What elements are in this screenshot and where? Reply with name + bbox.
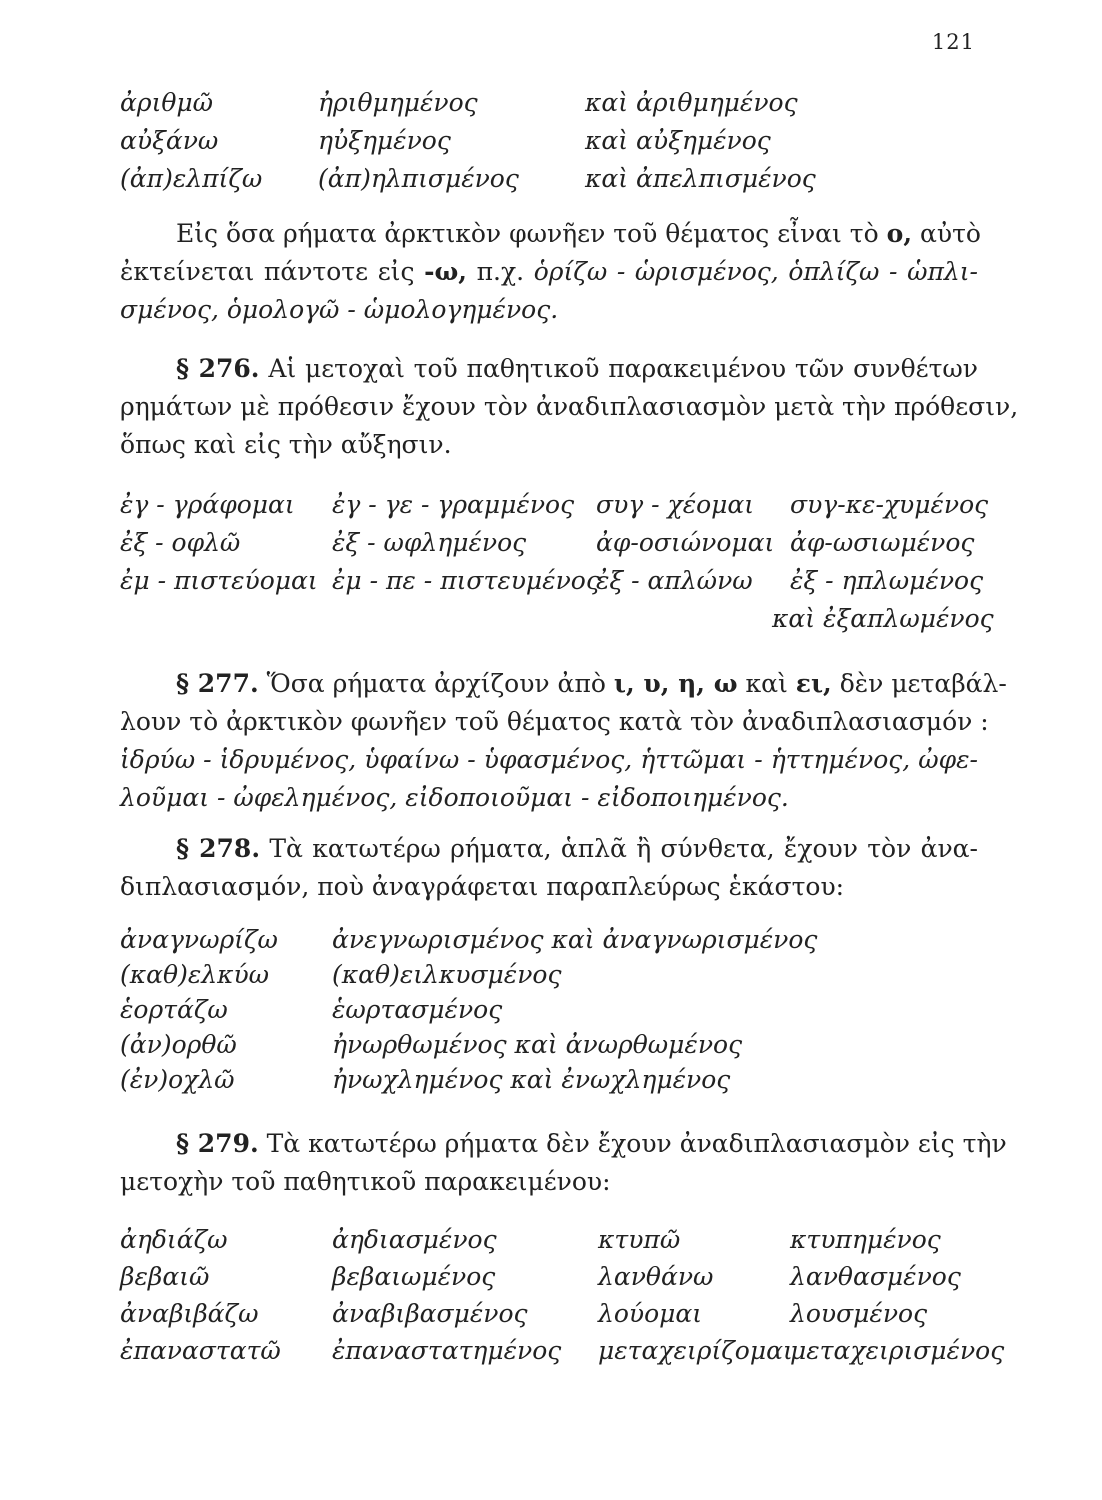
- section-276: [120, 350, 1019, 464]
- text-line: § 276. Αἱ μετοχαὶ τοῦ παθητικοῦ παρακειμένου τῶν συνθέτων: [176, 354, 978, 383]
- participle-alt: καὶ ἀπελπισμένος: [585, 164, 816, 193]
- verb: ἑορτάζω: [120, 995, 228, 1024]
- section-number: § 278.: [176, 834, 261, 863]
- table-row: [0, 88, 1102, 122]
- table-row: [0, 1065, 1102, 1099]
- text-line: ἱδρύω - ἱδρυμένος, ὑφαίνω - ὑφασμένος, ἡττῶμαι - ἡττημένος, ὠφε-: [120, 745, 978, 774]
- participle: ἠριθμημένος: [318, 88, 478, 117]
- verb: ἀηδιάζω: [120, 1225, 228, 1254]
- text-line: § 279. Τὰ κατωτέρω ρήματα δὲν ἔχουν ἀναδιπλασιασμὸν εἰς τὴν: [176, 1129, 1007, 1158]
- text-line: Εἰς ὅσα ρήματα ἀρκτικὸν φωνῆεν τοῦ θέματος εἶναι τὸ ο, αὐτὸ: [176, 219, 981, 248]
- participle: μεταχειρισμένος: [790, 1336, 1005, 1365]
- participle: ἐμ - πε - πιστευμένος: [332, 566, 600, 595]
- verb: ἀριθμῶ: [120, 88, 214, 117]
- table-row: [0, 1225, 1102, 1259]
- table-row: [0, 126, 1102, 160]
- section-277: [120, 665, 1007, 817]
- participle: ἐπαναστατημένος: [332, 1336, 562, 1365]
- participle: ἀηδιασμένος: [332, 1225, 497, 1254]
- verb: κτυπῶ: [598, 1225, 681, 1254]
- participle: ἐξ - ωφλημένος: [332, 528, 527, 557]
- table-row: [0, 1030, 1102, 1064]
- verb: αὐξάνω: [120, 126, 219, 155]
- table-row: [0, 604, 1102, 638]
- verb: λανθάνω: [598, 1262, 714, 1291]
- participle: κτυπημένος: [790, 1225, 941, 1254]
- section-number: § 277.: [176, 669, 259, 698]
- page-number: 121: [931, 30, 975, 54]
- participle: ἀναβιβασμένος: [332, 1299, 528, 1328]
- section-279: [120, 1125, 1007, 1201]
- table-row: [0, 1336, 1102, 1370]
- section-number: § 279.: [176, 1129, 259, 1158]
- text-line: § 278. Τὰ κατωτέρω ρήματα, ἁπλᾶ ἢ σύνθετα, ἔχουν τὸν ἀνα-: [176, 834, 979, 863]
- table-row: [0, 164, 1102, 198]
- table-row: [0, 528, 1102, 562]
- participle: ἐξ - ηπλωμένος: [790, 566, 984, 595]
- participle: βεβαιωμένος: [332, 1262, 496, 1291]
- verb: μεταχειρίζομαι: [598, 1336, 793, 1365]
- table-row: [0, 1299, 1102, 1333]
- text-line: μετοχὴν τοῦ παθητικοῦ παρακειμένου:: [120, 1167, 611, 1196]
- section-number: § 276.: [176, 354, 260, 383]
- table-row: [0, 995, 1102, 1029]
- text-line: λοῦμαι - ὠφελημένος, εἰδοποιοῦμαι - εἰδοποιημένος.: [120, 783, 789, 812]
- verb: (ἀπ)ελπίζω: [120, 164, 263, 193]
- participle: (καθ)ειλκυσμένος: [332, 960, 562, 989]
- verb: ἐξ - απλώνω: [596, 566, 753, 595]
- verb: (καθ)ελκύω: [120, 960, 270, 989]
- text-line: § 277. Ὅσα ρήματα ἀρχίζουν ἀπὸ ι, υ, η, ω καὶ ει, δὲν μεταβάλ-: [176, 669, 1007, 698]
- participle: ἑωρτασμένος: [332, 995, 503, 1024]
- text-line: ρημάτων μὲ πρόθεσιν ἔχουν τὸν ἀναδιπλασιασμὸν μετὰ τὴν πρόθεσιν,: [120, 392, 1019, 421]
- verb: ἐπαναστατῶ: [120, 1336, 281, 1365]
- verb: (ἐν)οχλῶ: [120, 1065, 235, 1094]
- table-row: [0, 490, 1102, 524]
- text-line: λουν τὸ ἀρκτικὸν φωνῆεν τοῦ θέματος κατὰ τὸν ἀναδιπλασιασμόν :: [120, 707, 989, 736]
- verb: ἐξ - οφλῶ: [120, 528, 241, 557]
- verb: συγ - χέομαι: [596, 490, 755, 519]
- verb: ἐγ - γράφομαι: [120, 490, 295, 519]
- table-row: [0, 925, 1102, 959]
- participle: ἐγ - γε - γραμμένος: [332, 490, 575, 519]
- verb: ἀναγνωρίζω: [120, 925, 278, 954]
- section-278: [120, 830, 978, 906]
- verb: ἐμ - πιστεύομαι: [120, 566, 318, 595]
- participle: ἠνωρθωμένος καὶ ἀνωρθωμένος: [332, 1030, 743, 1059]
- participle: λουσμένος: [790, 1299, 928, 1328]
- text-line: ὅπως καὶ εἰς τὴν αὔξησιν.: [120, 430, 452, 459]
- verb: ἀφ-οσιώνομαι: [596, 528, 775, 557]
- participle-alt: καὶ αὐξημένος: [585, 126, 771, 155]
- participle: ηὐξημένος: [318, 126, 451, 155]
- verb: ἀναβιβάζω: [120, 1299, 259, 1328]
- table-row: [0, 1262, 1102, 1296]
- verb: (ἀν)ορθῶ: [120, 1030, 237, 1059]
- participle: (ἀπ)ηλπισμένος: [318, 164, 519, 193]
- participle-alt: καὶ ἐξαπλωμένος: [772, 604, 994, 633]
- table-row: [0, 960, 1102, 994]
- participle-alt: καὶ ἀριθμημένος: [585, 88, 798, 117]
- participle: λανθασμένος: [790, 1262, 961, 1291]
- table-row: [0, 566, 1102, 600]
- participle: ἠνωχλημένος καὶ ἐνωχλημένος: [332, 1065, 731, 1094]
- verb: βεβαιῶ: [120, 1262, 210, 1291]
- participle: συγ-κε-χυμένος: [790, 490, 989, 519]
- text-line: ἐκτείνεται πάντοτε εἰς -ω, π.χ. ὁρίζω - ὡρισμένος, ὁπλίζω - ὡπλι-: [120, 257, 978, 286]
- participle: ἀνεγνωρισμένος καὶ ἀναγνωρισμένος: [332, 925, 818, 954]
- text-line: σμένος, ὁμολογῶ - ὡμολογημένος.: [120, 295, 559, 324]
- participle: ἀφ-ωσιωμένος: [790, 528, 975, 557]
- paragraph-1: [120, 215, 981, 329]
- verb: λούομαι: [598, 1299, 703, 1328]
- text-line: διπλασιασμόν, ποὺ ἀναγράφεται παραπλεύρως ἑκάστου:: [120, 872, 845, 901]
